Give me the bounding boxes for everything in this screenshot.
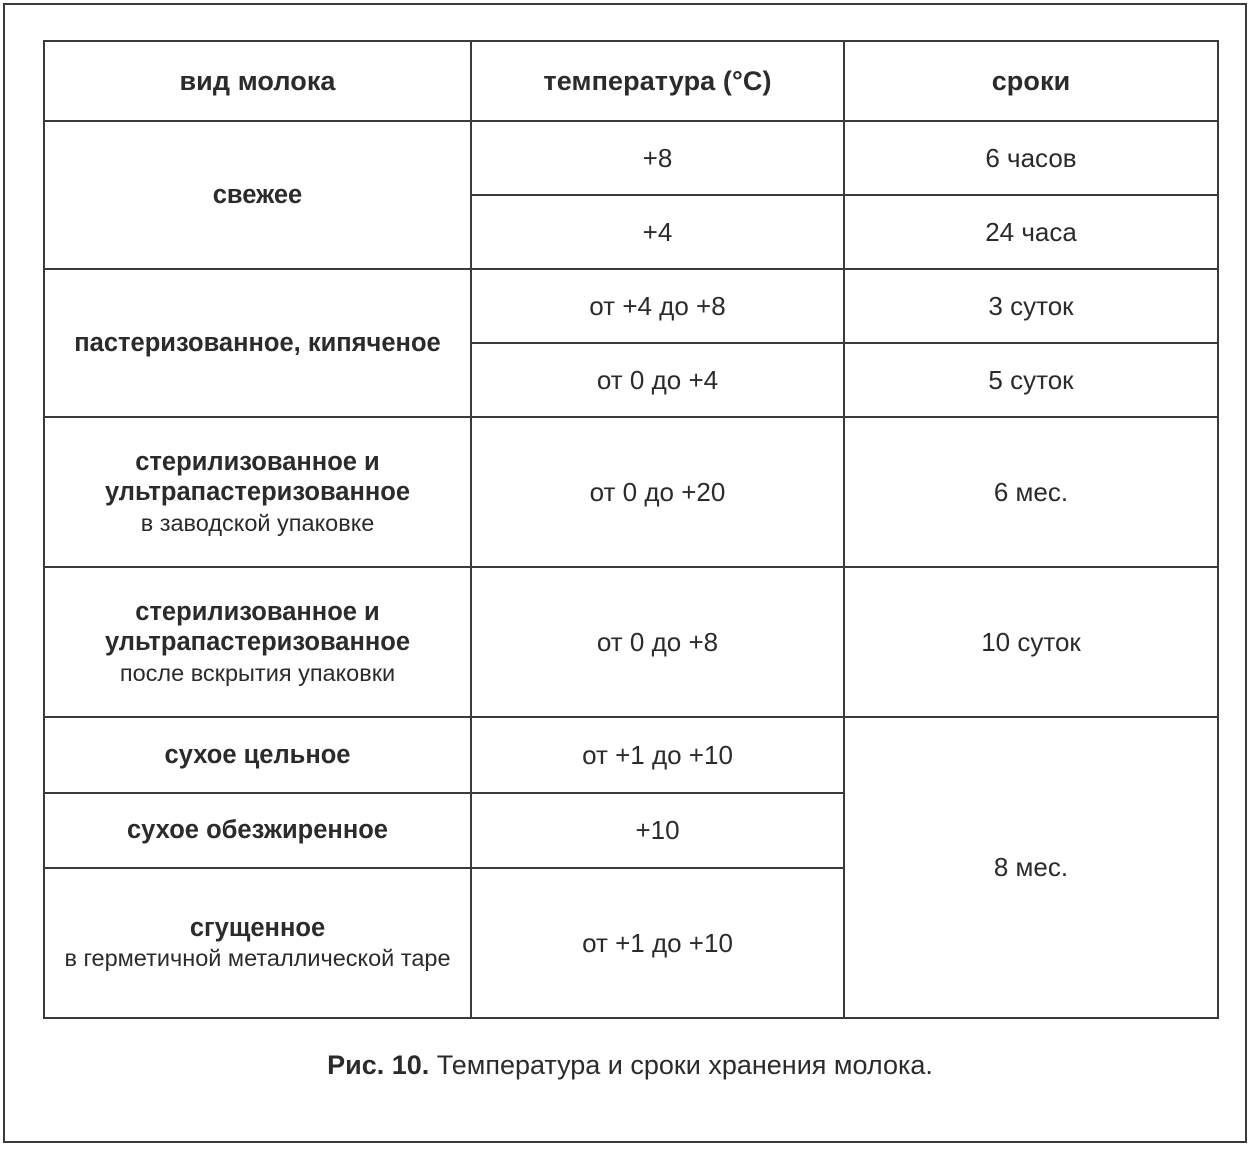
kind-title: стерилизованное и ультрапастеризованное <box>104 447 411 507</box>
cell-kind-pasteurized <box>44 269 471 417</box>
table-row <box>44 121 1218 195</box>
cell-term: 10 суток <box>844 567 1218 717</box>
kind-title: сгущенное <box>189 913 326 942</box>
kind-title: стерилизованное и ультрапастеризованное <box>104 597 411 657</box>
cell-temperature: от +1 до +10 <box>471 717 844 793</box>
milk-storage-table <box>43 40 1219 1019</box>
cell-kind-condensed <box>44 868 471 1018</box>
cell-temperature: от 0 до +20 <box>471 417 844 567</box>
column-header-kind: вид молока <box>44 41 471 121</box>
cell-term: 5 суток <box>844 343 1218 417</box>
table-header-row <box>44 41 1218 121</box>
table-row <box>44 717 1218 793</box>
cell-term: 6 мес. <box>844 417 1218 567</box>
milk-storage-table-container <box>43 40 1217 1018</box>
kind-title: пастеризованное, кипяченое <box>74 328 441 357</box>
kind-title: сухое обезжиренное <box>127 816 388 845</box>
kind-subtitle: после вскрытия упаковки <box>119 659 396 686</box>
cell-temperature: +10 <box>471 793 844 868</box>
cell-temperature: от +1 до +10 <box>471 868 844 1018</box>
cell-term-merged: 8 мес. <box>844 717 1218 1018</box>
column-header-term: сроки <box>844 41 1218 121</box>
figure-caption-label: Рис. 10. <box>327 1050 430 1080</box>
kind-subtitle: в герметичной металлической таре <box>64 945 451 972</box>
cell-kind-dry-whole <box>44 717 471 793</box>
cell-temperature: от 0 до +4 <box>471 343 844 417</box>
cell-kind-dry-skim <box>44 793 471 868</box>
cell-temperature: от +4 до +8 <box>471 269 844 343</box>
table-row <box>44 567 1218 717</box>
kind-subtitle: в заводской упаковке <box>140 509 375 536</box>
table-row <box>44 417 1218 567</box>
cell-term: 24 часа <box>844 195 1218 269</box>
cell-temperature: от 0 до +8 <box>471 567 844 717</box>
table-body <box>44 121 1218 1018</box>
kind-title: сухое цельное <box>164 740 351 769</box>
cell-temperature: +4 <box>471 195 844 269</box>
figure-caption <box>43 1049 1217 1081</box>
page-frame <box>3 3 1247 1143</box>
table-row <box>44 269 1218 343</box>
cell-term: 6 часов <box>844 121 1218 195</box>
column-header-temperature: температура (°C) <box>471 41 844 121</box>
table-header <box>44 41 1218 121</box>
figure-caption-text: Температура и сроки хранения молока. <box>436 1050 933 1080</box>
cell-kind-sterilized-opened <box>44 567 471 717</box>
cell-term: 3 суток <box>844 269 1218 343</box>
cell-temperature: +8 <box>471 121 844 195</box>
cell-kind-fresh <box>44 121 471 269</box>
kind-title: свежее <box>212 180 303 209</box>
cell-kind-sterilized-sealed <box>44 417 471 567</box>
